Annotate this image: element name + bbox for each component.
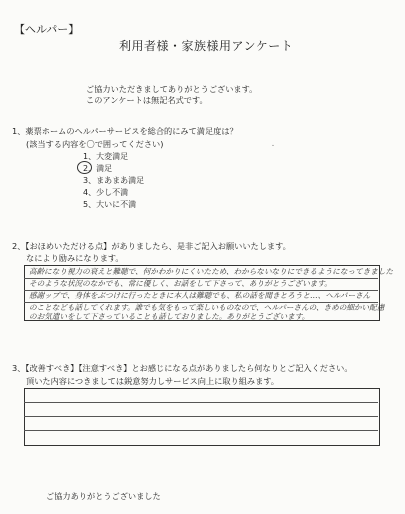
q3-instruction: 頂いた内容につきましては鋭意努力しサービス向上に取り組みます。 bbox=[26, 376, 279, 386]
q3-answer-box bbox=[24, 388, 380, 446]
q1-option-1: 1、大変満足 bbox=[83, 152, 129, 161]
q2-question: 2、【おほめいただける点】がありましたら、是非ご記入お願いいたします。 bbox=[12, 241, 291, 251]
q1-option-3: 3、まあまあ満足 bbox=[83, 176, 145, 185]
handwritten-answer-line: 感謝ップで、身体をぶつけに行ったときに本人は難聴でも、私の話を聞きとろうと…、ヘルパーさん bbox=[29, 291, 371, 300]
q1-option-4: 4、少し不満 bbox=[83, 188, 129, 197]
q1-question: 1、薬票ホームのヘルパーサービスを総合的にみて満足度は？ bbox=[12, 126, 238, 136]
q1-option-2: 2、満足 bbox=[83, 164, 113, 173]
handwritten-answer-line: 高齢になり視力の衰えと難聴で、何かわかりにくいたため、わからないなりにできるようになってきました bbox=[29, 267, 394, 276]
thanks-footer: ご協力ありがとうございました bbox=[46, 491, 161, 501]
q3-question: 3、【改善すべき】【注意すべき】とお感じになる点がありましたら何なりとご記入ください。 bbox=[12, 363, 353, 373]
stray-mark: ・ bbox=[270, 143, 277, 150]
handwritten-answer-line: のお気遣いをして下さっていることも話しておりました。ありがとうございます。 bbox=[29, 312, 310, 321]
intro-line-1: ご協力いただきましてありがとうございます。 bbox=[86, 84, 258, 94]
handwritten-answer-line: そのような状況のなかでも、常に優しく、お話をして下さって、ありがとうございます。 bbox=[29, 279, 332, 288]
q1-instruction: (該当する内容を〇で囲ってください) bbox=[26, 139, 164, 149]
answer-rule bbox=[24, 402, 378, 403]
handwritten-answer-line: のことなども話してくれます。誰でも気をもって楽しいものなので、ヘルパーさんの、きめの細かい配慮 bbox=[29, 303, 385, 312]
survey-title: 利用者様・家族様用アンケート bbox=[119, 39, 294, 53]
category-label: 【ヘルパー】 bbox=[14, 23, 80, 36]
q1-option-5: 5、大いに不満 bbox=[83, 200, 137, 209]
answer-rule bbox=[24, 416, 378, 417]
q2-instruction: なにより励みになります。 bbox=[26, 253, 124, 263]
answer-rule bbox=[24, 430, 378, 431]
intro-line-2: このアンケートは無記名式です。 bbox=[86, 95, 208, 105]
selected-option-circle bbox=[77, 161, 92, 174]
